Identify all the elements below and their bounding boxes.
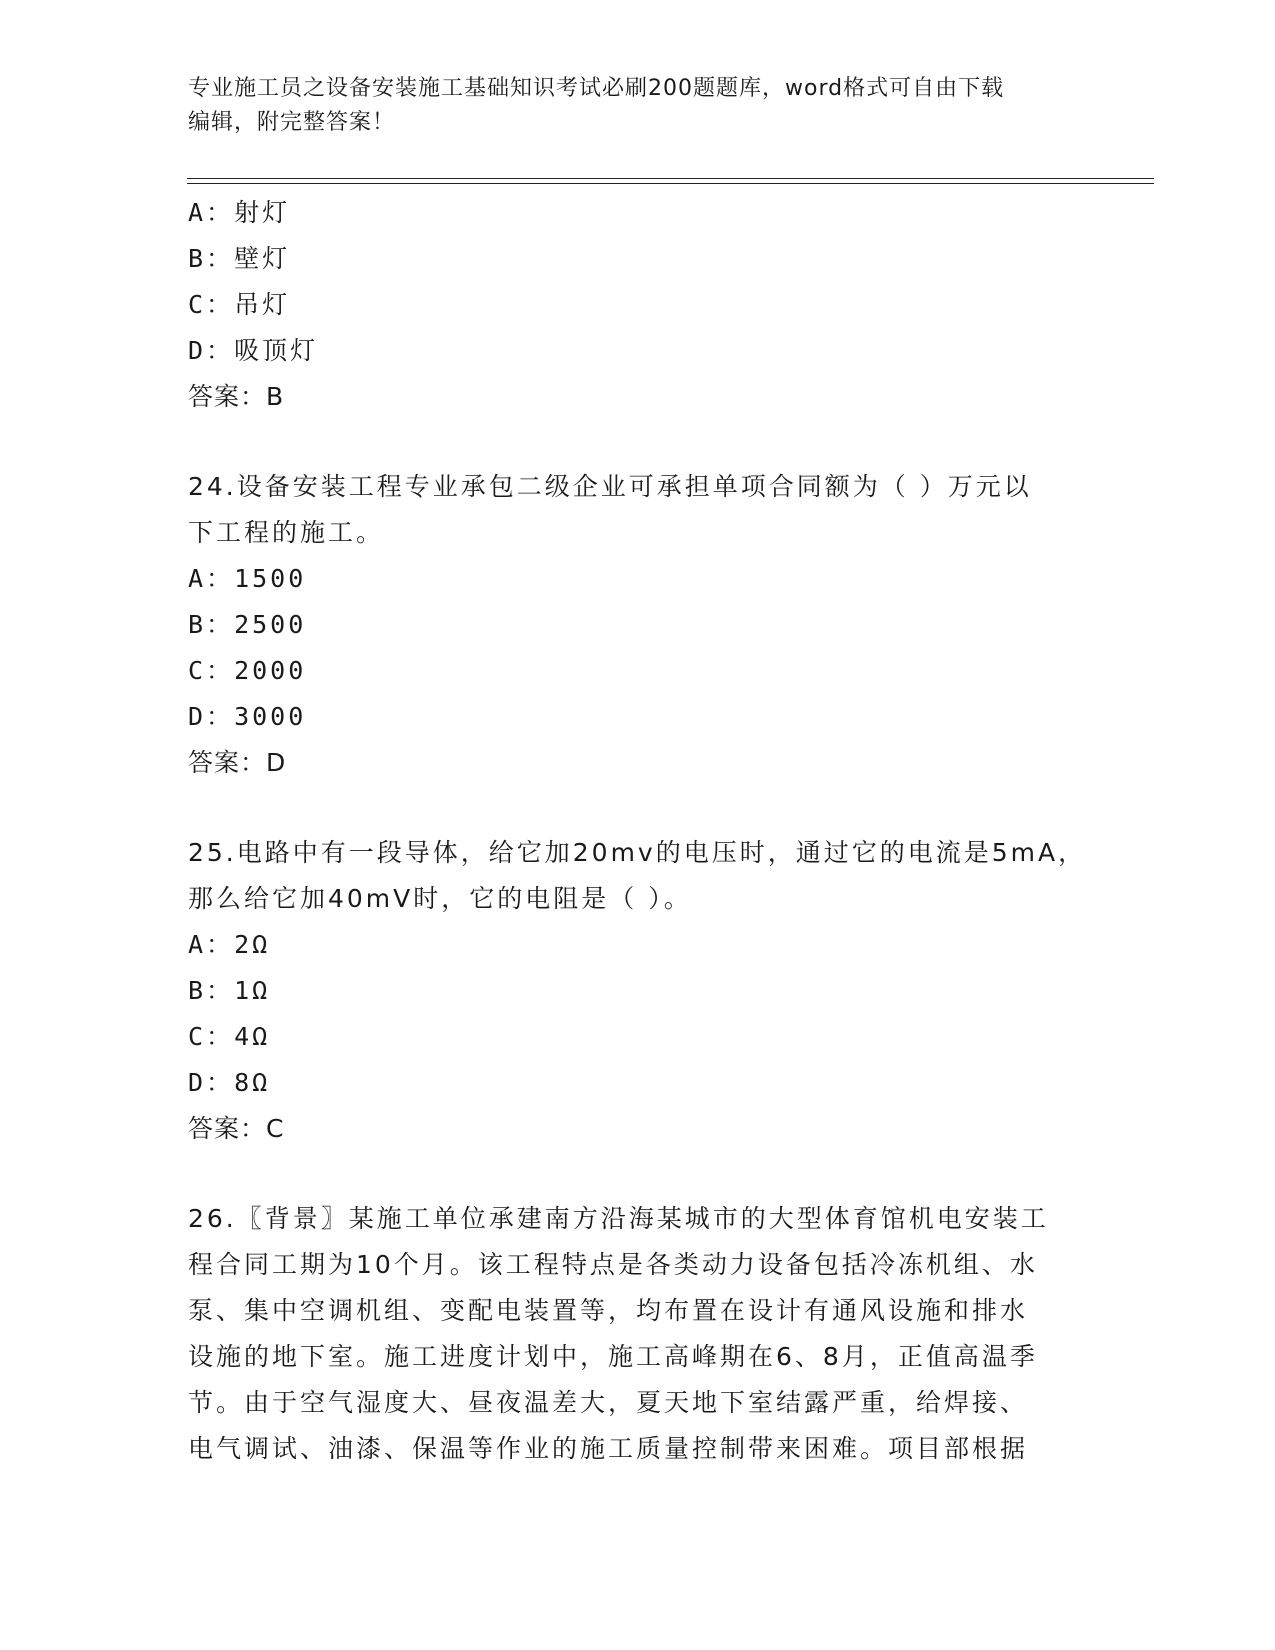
question-text: 泵、集中空调机组、变配电装置等，均布置在设计有通风设施和排水: [188, 1296, 1029, 1325]
answer: 答案：D: [188, 748, 287, 777]
question-26: [188, 1196, 1078, 1472]
question-text: 电气调试、油漆、保温等作业的施工质量控制带来困难。项目部根据: [188, 1434, 1029, 1463]
question-text: 24.设备安装工程专业承包二级企业可承担单项合同额为（ ）万元以: [188, 472, 1032, 501]
question-text: 节。由于空气湿度大、昼夜温差大，夏天地下室结露严重，给焊接、: [188, 1388, 1029, 1417]
question-23: [188, 190, 1078, 420]
header-line-2: 编辑，附完整答案！: [188, 110, 396, 135]
document-header: [188, 72, 1088, 140]
header-rule-bottom: [187, 183, 1154, 184]
header-rule-top: [187, 178, 1154, 179]
option-b: B：壁灯: [188, 244, 291, 273]
question-text: 25.电路中有一段导体，给它加20mv的电压时，通过它的电流是5mA，: [188, 838, 1087, 867]
question-text: 26.〖背景〗某施工单位承建南方沿海某城市的大型体育馆机电安装工: [188, 1204, 1049, 1233]
answer: 答案：C: [188, 1114, 285, 1143]
option-d: D：3000: [188, 702, 307, 731]
option-d: D：吸顶灯: [188, 336, 319, 365]
question-text: 设施的地下室。施工进度计划中，施工高峰期在6、8月，正值高温季: [188, 1342, 1038, 1371]
option-a: A：2Ω: [188, 930, 271, 959]
option-c: C：4Ω: [188, 1022, 271, 1051]
header-line-1: 专业施工员之设备安装施工基础知识考试必刷200题题库，word格式可自由下载: [188, 76, 1005, 101]
question-text: 那么给它加40mV时，它的电阻是（ ）。: [188, 884, 692, 913]
question-text: 下工程的施工。: [188, 518, 385, 547]
question-24: [188, 464, 1078, 786]
option-c: C：2000: [188, 656, 307, 685]
option-b: B：2500: [188, 610, 307, 639]
question-text: 程合同工期为10个月。该工程特点是各类动力设备包括冷冻机组、水: [188, 1250, 1038, 1279]
question-25: [188, 830, 1087, 1152]
option-a: A：射灯: [188, 198, 291, 227]
option-c: C：吊灯: [188, 290, 291, 319]
option-b: B：1Ω: [188, 976, 271, 1005]
option-a: A：1500: [188, 564, 307, 593]
question-content: [188, 190, 1087, 1472]
option-d: D：8Ω: [188, 1068, 271, 1097]
answer: 答案：B: [188, 382, 285, 411]
